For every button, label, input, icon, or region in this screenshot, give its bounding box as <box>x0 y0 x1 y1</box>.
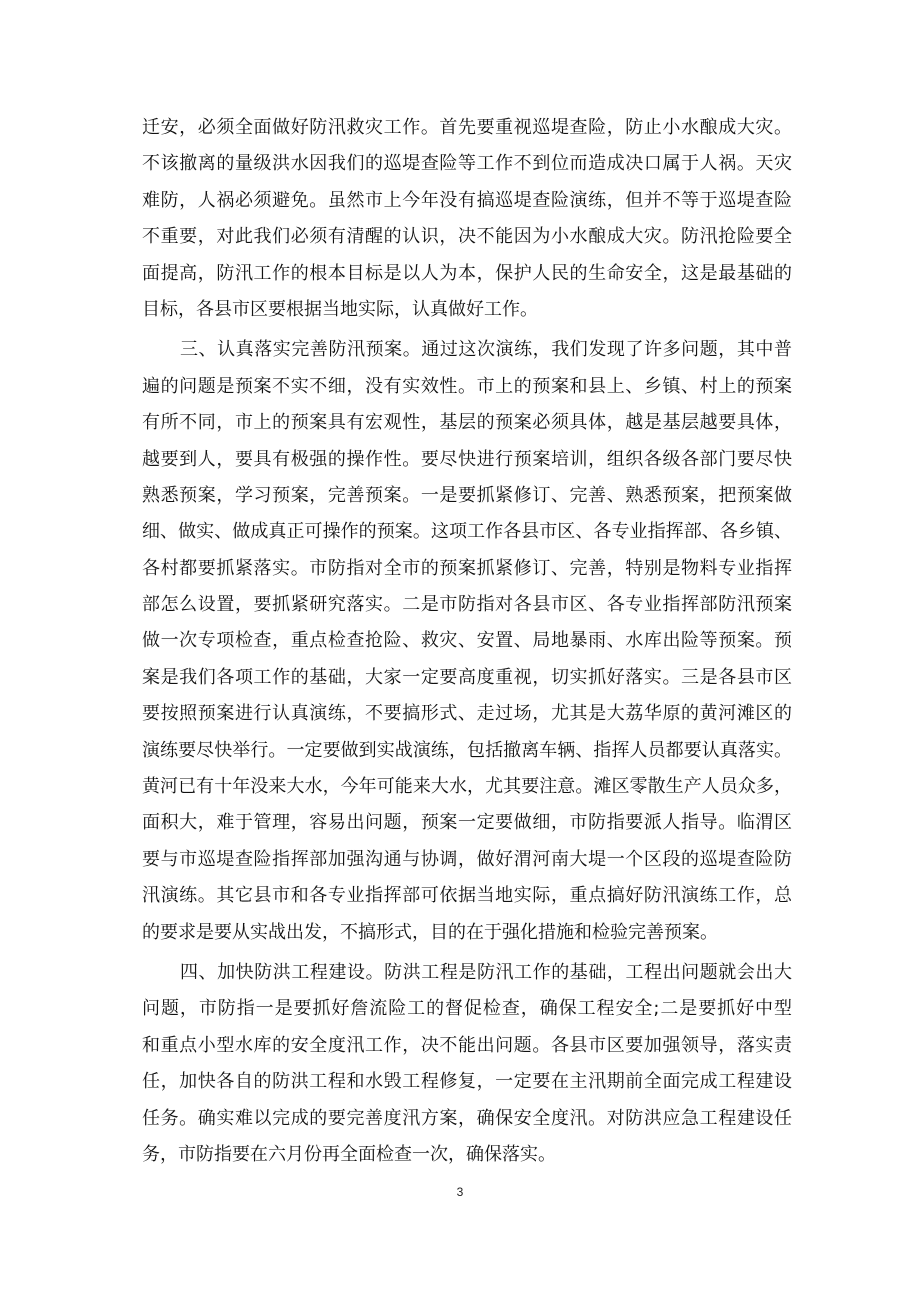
text-line: 任务。确实难以完成的要完善度汛方案，确保安全度汛。对防洪应急工程建设任 <box>142 1107 792 1129</box>
text-line: 面提高，防汛工作的根本目标是以人为本，保护人民的生命安全，这是最基础的 <box>142 262 792 284</box>
text-line: 演练要尽快举行。一定要做到实战演练，包括撤离车辆、指挥人员都要认真落实。 <box>142 739 792 761</box>
text-line: 越要到人，要具有极强的操作性。要尽快进行预案培训，组织各级各部门要尽快 <box>142 448 792 470</box>
text-line: 遍的问题是预案不实不细，没有实效性。市上的预案和县上、乡镇、村上的预案 <box>142 375 792 397</box>
text-line: 案是我们各项工作的基础，大家一定要高度重视，切实抓好落实。三是各县市区 <box>142 666 792 688</box>
document-body <box>142 110 792 1173</box>
text-line: 要与市巡堤查险指挥部加强沟通与协调，做好渭河南大堤一个区段的巡堤查险防 <box>142 848 792 870</box>
text-line: 黄河已有十年没来大水，今年可能来大水，尤其要注意。滩区零散生产人员众多， <box>142 776 792 798</box>
text-line: 务，市防指要在六月份再全面检查一次，确保落实。 <box>142 1143 556 1165</box>
text-line: 迁安，必须全面做好防汛救灾工作。首先要重视巡堤查险，防止小水酿成大灾。 <box>142 117 792 138</box>
text-line: 不重要，对此我们必须有清醒的认识，决不能因为小水酿成大灾。防汛抢险要全 <box>142 226 792 248</box>
text-line: 任，加快各自的防洪工程和水毁工程修复，一定要在主汛期前全面完成工程建设 <box>142 1071 792 1093</box>
paragraph-section-three <box>142 332 792 951</box>
text-line: 熟悉预案，学习预案，完善预案。一是要抓紧修订、完善、熟悉预案，把预案做 <box>142 484 792 506</box>
text-line: 细、做实、做成真正可操作的预案。这项工作各县市区、各专业指挥部、各乡镇、 <box>142 521 792 543</box>
paragraph-continuation <box>142 110 792 328</box>
text-line: 的要求是要从实战出发，不搞形式，目的在于强化措施和检验完善预案。 <box>142 921 718 943</box>
text-line: 各村都要抓紧落实。市防指对全市的预案抓紧修订、完善，特别是物料专业指挥 <box>142 557 792 579</box>
text-line: 和重点小型水库的安全度汛工作，决不能出问题。各县市区要加强领导，落实责 <box>142 1034 792 1056</box>
text-line: 问题，市防指一是要抓好詹流险工的督促检查，确保工程安全;二是要抓好中型 <box>142 998 792 1020</box>
page-number: 3 <box>456 1185 464 1199</box>
text-line: 目标，各县市区要根据当地实际，认真做好工作。 <box>142 298 538 320</box>
text-line: 难防，人祸必须避免。虽然市上今年没有搞巡堤查险演练，但并不等于巡堤查险 <box>142 189 792 211</box>
text-line: 有所不同，市上的预案具有宏观性，基层的预案必须具体，越是基层越要具体， <box>142 412 792 434</box>
text-line: 做一次专项检查，重点检查抢险、救灾、安置、局地暴雨、水库出险等预案。预 <box>142 630 792 652</box>
text-line: 部怎么设置，要抓紧研究落实。二是市防指对各县市区、各专业指挥部防汛预案 <box>142 594 792 616</box>
text-line: 面积大，难于管理，容易出问题，预案一定要做细，市防指要派人指导。临渭区 <box>142 812 792 834</box>
text-line: 四、加快防洪工程建设。防洪工程是防汛工作的基础，工程出问题就会出大 <box>180 961 792 983</box>
text-line: 要按照预案进行认真演练，不要搞形式、走过场，尤其是大荔华原的黄河滩区的 <box>142 703 792 725</box>
paragraph-section-four <box>142 955 792 1173</box>
text-line: 不该撤离的量级洪水因我们的巡堤查险等工作不到位而造成决口属于人祸。天灾 <box>142 153 792 175</box>
text-line: 三、认真落实完善防汛预案。通过这次演练，我们发现了许多问题，其中普 <box>180 339 792 361</box>
text-line: 汛演练。其它县市和各专业指挥部可依据当地实际，重点搞好防汛演练工作，总 <box>142 885 792 907</box>
